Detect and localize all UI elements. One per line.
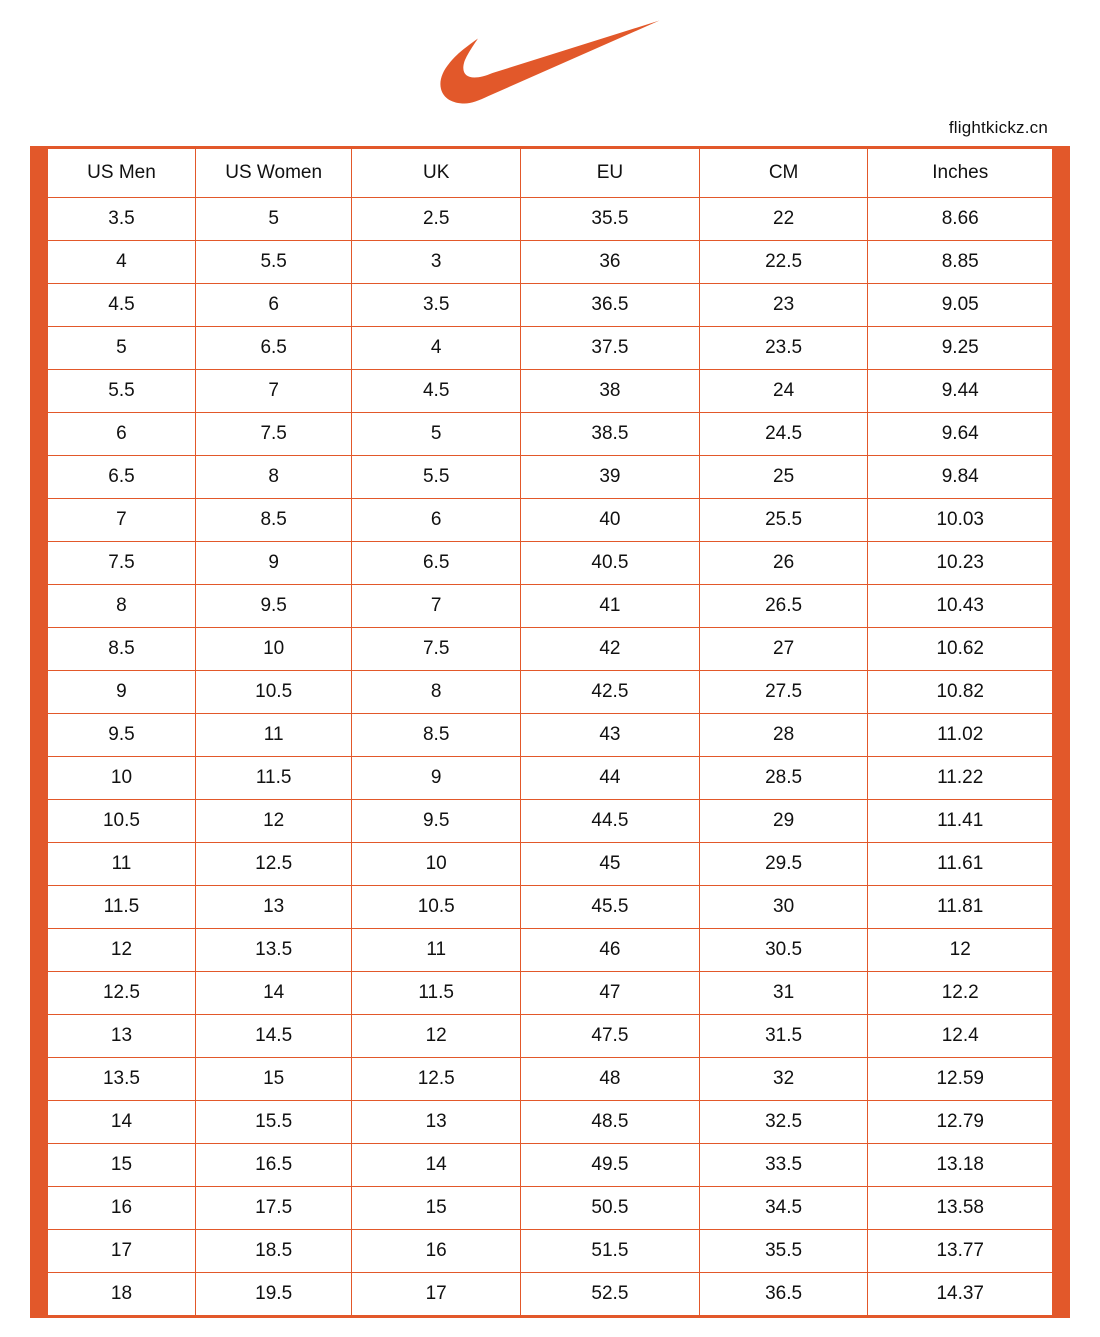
cell-cm: 34.5 [699,1187,868,1230]
cell-inches: 13.18 [868,1144,1061,1187]
table-row [39,327,1061,370]
cell-cm: 24.5 [699,413,868,456]
cell-us-women: 15.5 [195,1101,351,1144]
cell-inches: 9.05 [868,284,1061,327]
cell-inches: 11.81 [868,886,1061,929]
cell-us-men: 16 [39,1187,195,1230]
cell-inches: 13.58 [868,1187,1061,1230]
cell-us-women: 15 [195,1058,351,1101]
cell-us-men: 6 [39,413,195,456]
cell-eu: 40.5 [521,542,700,585]
cell-cm: 36.5 [699,1273,868,1317]
table-header [39,148,1061,198]
cell-cm: 31 [699,972,868,1015]
cell-us-women: 12.5 [195,843,351,886]
table-row [39,1058,1061,1101]
cell-cm: 35.5 [699,1230,868,1273]
cell-inches: 9.44 [868,370,1061,413]
cell-cm: 25 [699,456,868,499]
cell-uk: 14 [352,1144,521,1187]
cell-us-men: 9 [39,671,195,714]
cell-uk: 9.5 [352,800,521,843]
cell-us-men: 11 [39,843,195,886]
cell-us-women: 16.5 [195,1144,351,1187]
nike-swoosh-icon [440,20,660,104]
cell-eu: 46 [521,929,700,972]
cell-eu: 40 [521,499,700,542]
cell-us-women: 14.5 [195,1015,351,1058]
cell-us-women: 11.5 [195,757,351,800]
cell-us-women: 9.5 [195,585,351,628]
cell-cm: 31.5 [699,1015,868,1058]
cell-uk: 3.5 [352,284,521,327]
cell-inches: 12.79 [868,1101,1061,1144]
table-row [39,1015,1061,1058]
column-header-us-women: US Women [195,148,351,198]
cell-cm: 29 [699,800,868,843]
cell-us-men: 4 [39,241,195,284]
cell-us-women: 19.5 [195,1273,351,1317]
table-row [39,456,1061,499]
cell-cm: 33.5 [699,1144,868,1187]
table-row [39,714,1061,757]
table-row [39,1101,1061,1144]
table-row [39,542,1061,585]
cell-cm: 24 [699,370,868,413]
table-row [39,929,1061,972]
cell-cm: 28.5 [699,757,868,800]
cell-eu: 36.5 [521,284,700,327]
cell-us-women: 13.5 [195,929,351,972]
table-row [39,198,1061,241]
table-row [39,972,1061,1015]
cell-inches: 10.43 [868,585,1061,628]
cell-us-men: 3.5 [39,198,195,241]
cell-uk: 5 [352,413,521,456]
cell-eu: 45 [521,843,700,886]
table-header-row [39,148,1061,198]
cell-cm: 28 [699,714,868,757]
cell-eu: 51.5 [521,1230,700,1273]
cell-cm: 27.5 [699,671,868,714]
cell-eu: 44 [521,757,700,800]
cell-uk: 2.5 [352,198,521,241]
table-row [39,757,1061,800]
cell-cm: 30.5 [699,929,868,972]
size-table-container [30,146,1070,1318]
cell-us-women: 14 [195,972,351,1015]
cell-us-women: 5.5 [195,241,351,284]
column-header-us-men: US Men [39,148,195,198]
cell-us-men: 9.5 [39,714,195,757]
cell-uk: 11.5 [352,972,521,1015]
cell-us-women: 6.5 [195,327,351,370]
table-row [39,413,1061,456]
cell-inches: 11.22 [868,757,1061,800]
cell-inches: 10.62 [868,628,1061,671]
cell-us-men: 7.5 [39,542,195,585]
cell-eu: 44.5 [521,800,700,843]
table-row [39,843,1061,886]
cell-us-men: 13.5 [39,1058,195,1101]
cell-uk: 5.5 [352,456,521,499]
column-header-uk: UK [352,148,521,198]
cell-us-women: 8.5 [195,499,351,542]
cell-uk: 8 [352,671,521,714]
table-row [39,1144,1061,1187]
table-row [39,284,1061,327]
cell-eu: 38 [521,370,700,413]
cell-inches: 11.41 [868,800,1061,843]
cell-uk: 11 [352,929,521,972]
cell-cm: 23 [699,284,868,327]
watermark-text: flightkickz.cn [948,118,1048,137]
cell-cm: 30 [699,886,868,929]
cell-inches: 12 [868,929,1061,972]
cell-eu: 42.5 [521,671,700,714]
cell-inches: 12.2 [868,972,1061,1015]
cell-us-men: 4.5 [39,284,195,327]
cell-inches: 10.23 [868,542,1061,585]
cell-eu: 43 [521,714,700,757]
cell-us-men: 14 [39,1101,195,1144]
table-row [39,1230,1061,1273]
cell-uk: 17 [352,1273,521,1317]
cell-eu: 35.5 [521,198,700,241]
cell-cm: 32.5 [699,1101,868,1144]
cell-cm: 25.5 [699,499,868,542]
cell-us-women: 12 [195,800,351,843]
cell-uk: 3 [352,241,521,284]
cell-us-women: 17.5 [195,1187,351,1230]
cell-us-men: 17 [39,1230,195,1273]
table-row [39,671,1061,714]
brand-logo [0,0,1100,118]
table-row [39,628,1061,671]
cell-cm: 26.5 [699,585,868,628]
cell-inches: 8.85 [868,241,1061,284]
cell-eu: 47.5 [521,1015,700,1058]
cell-us-men: 8 [39,585,195,628]
cell-inches: 14.37 [868,1273,1061,1317]
cell-us-men: 8.5 [39,628,195,671]
cell-uk: 7 [352,585,521,628]
cell-cm: 29.5 [699,843,868,886]
table-row [39,370,1061,413]
cell-us-men: 18 [39,1273,195,1317]
table-row [39,1273,1061,1317]
cell-us-men: 15 [39,1144,195,1187]
cell-inches: 8.66 [868,198,1061,241]
cell-uk: 15 [352,1187,521,1230]
cell-eu: 47 [521,972,700,1015]
cell-us-men: 5.5 [39,370,195,413]
cell-uk: 9 [352,757,521,800]
cell-us-men: 7 [39,499,195,542]
cell-eu: 36 [521,241,700,284]
cell-eu: 52.5 [521,1273,700,1317]
cell-us-women: 10 [195,628,351,671]
cell-inches: 12.4 [868,1015,1061,1058]
cell-us-women: 10.5 [195,671,351,714]
cell-eu: 45.5 [521,886,700,929]
cell-us-men: 12 [39,929,195,972]
cell-uk: 10 [352,843,521,886]
cell-eu: 39 [521,456,700,499]
table-row [39,1187,1061,1230]
cell-cm: 26 [699,542,868,585]
cell-us-men: 10 [39,757,195,800]
cell-inches: 10.03 [868,499,1061,542]
cell-uk: 6.5 [352,542,521,585]
cell-uk: 16 [352,1230,521,1273]
cell-us-women: 8 [195,456,351,499]
cell-uk: 6 [352,499,521,542]
cell-inches: 11.02 [868,714,1061,757]
cell-uk: 12.5 [352,1058,521,1101]
column-header-inches: Inches [868,148,1061,198]
cell-us-women: 11 [195,714,351,757]
cell-uk: 4 [352,327,521,370]
cell-inches: 12.59 [868,1058,1061,1101]
cell-us-women: 9 [195,542,351,585]
table-row [39,241,1061,284]
cell-eu: 42 [521,628,700,671]
cell-eu: 37.5 [521,327,700,370]
cell-inches: 9.84 [868,456,1061,499]
cell-uk: 7.5 [352,628,521,671]
cell-us-men: 12.5 [39,972,195,1015]
cell-uk: 10.5 [352,886,521,929]
cell-us-women: 13 [195,886,351,929]
cell-uk: 4.5 [352,370,521,413]
cell-cm: 27 [699,628,868,671]
size-conversion-table [30,146,1070,1318]
cell-uk: 13 [352,1101,521,1144]
cell-eu: 38.5 [521,413,700,456]
cell-eu: 41 [521,585,700,628]
cell-us-men: 11.5 [39,886,195,929]
cell-cm: 23.5 [699,327,868,370]
cell-cm: 32 [699,1058,868,1101]
cell-inches: 13.77 [868,1230,1061,1273]
cell-eu: 48 [521,1058,700,1101]
cell-cm: 22.5 [699,241,868,284]
cell-us-women: 6 [195,284,351,327]
cell-us-women: 18.5 [195,1230,351,1273]
cell-inches: 9.25 [868,327,1061,370]
cell-inches: 9.64 [868,413,1061,456]
cell-us-women: 7.5 [195,413,351,456]
table-row [39,499,1061,542]
cell-us-men: 13 [39,1015,195,1058]
cell-us-women: 5 [195,198,351,241]
table-row [39,886,1061,929]
cell-uk: 8.5 [352,714,521,757]
cell-us-men: 10.5 [39,800,195,843]
cell-cm: 22 [699,198,868,241]
cell-eu: 50.5 [521,1187,700,1230]
cell-us-men: 5 [39,327,195,370]
cell-us-men: 6.5 [39,456,195,499]
column-header-eu: EU [521,148,700,198]
column-header-cm: CM [699,148,868,198]
cell-inches: 11.61 [868,843,1061,886]
table-row [39,585,1061,628]
cell-eu: 48.5 [521,1101,700,1144]
table-body [39,198,1061,1317]
cell-eu: 49.5 [521,1144,700,1187]
cell-uk: 12 [352,1015,521,1058]
table-row [39,800,1061,843]
cell-inches: 10.82 [868,671,1061,714]
cell-us-women: 7 [195,370,351,413]
